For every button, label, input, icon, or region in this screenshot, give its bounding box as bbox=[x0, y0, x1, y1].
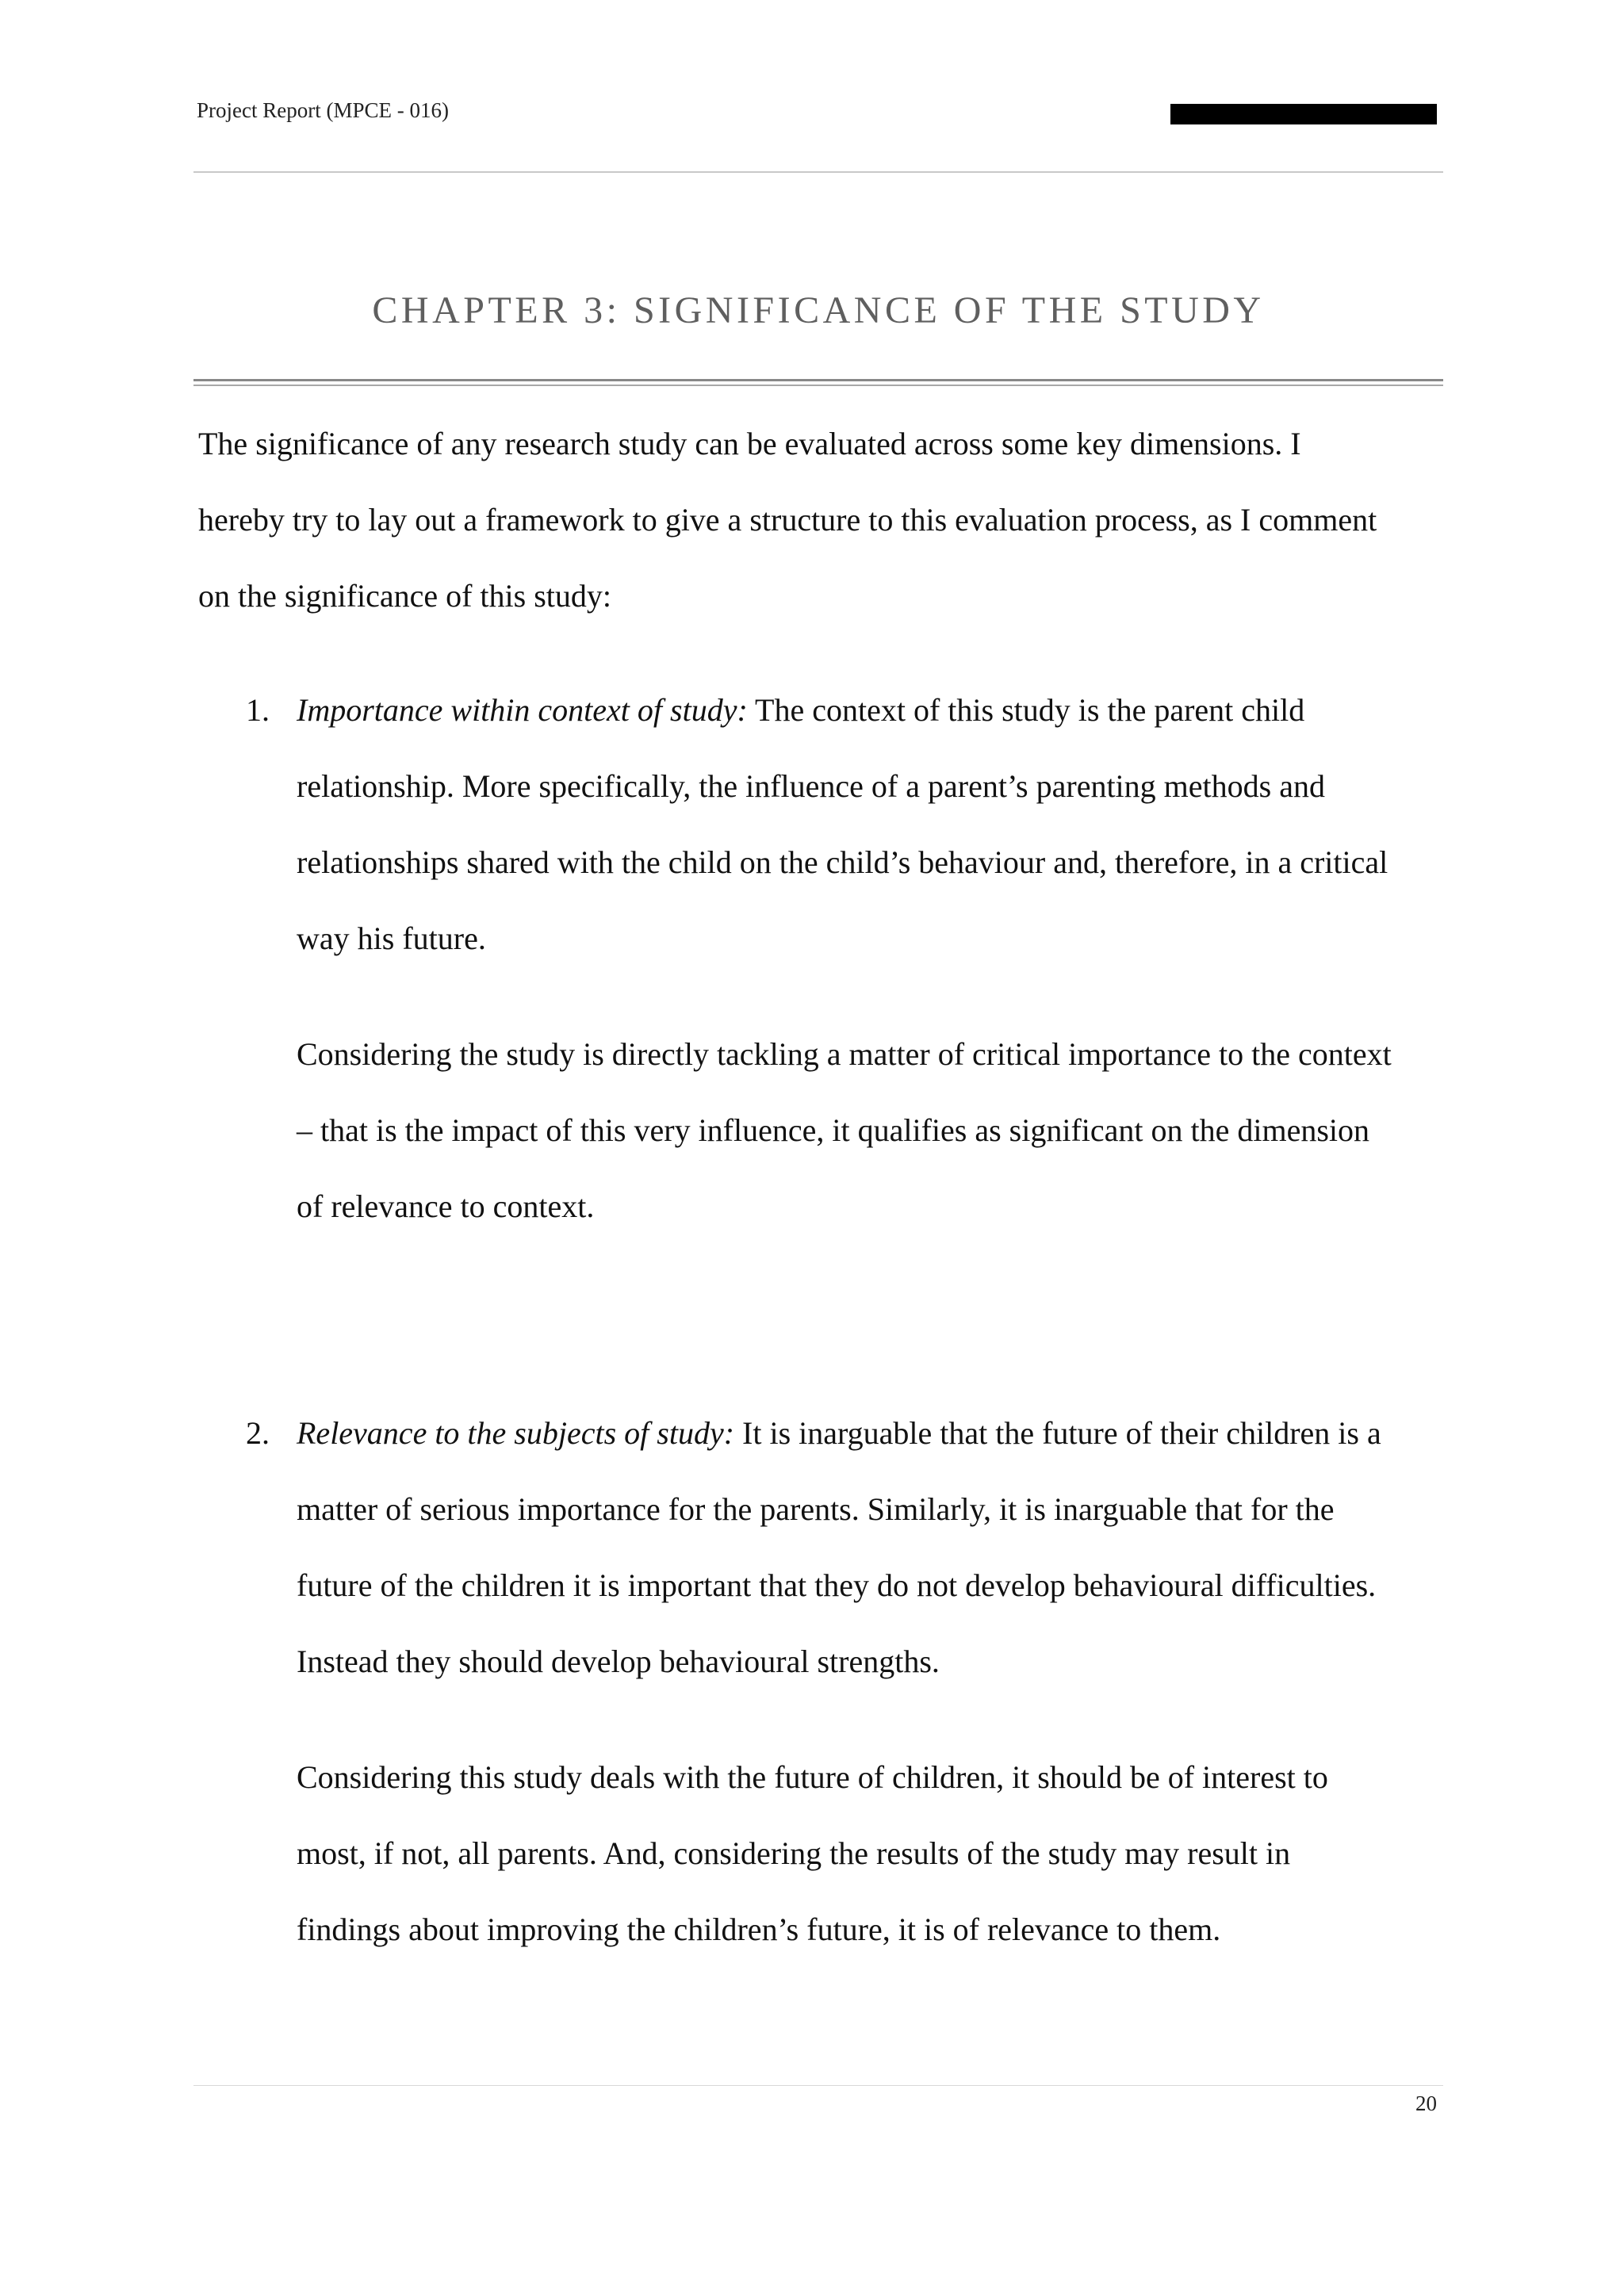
list-item-line: Considering the study is directly tackling a matter of critical importance to the context bbox=[297, 1036, 1392, 1072]
list-item-heading: Relevance to the subjects of study: bbox=[297, 1415, 735, 1451]
list-item-line: findings about improving the children’s future, it is of relevance to them. bbox=[297, 1911, 1221, 1947]
intro-line: The significance of any research study can be evaluated across some key dimensions. I bbox=[198, 426, 1301, 461]
list-item-line: relationship. More specifically, the influence of a parent’s parenting methods and bbox=[297, 768, 1325, 804]
list-item-line: relationships shared with the child on the child’s behaviour and, therefore, in a critical bbox=[297, 844, 1388, 880]
footer-divider bbox=[193, 2085, 1443, 2086]
list-item-line: future of the children it is important that they do not develop behavioural difficulties. bbox=[297, 1567, 1377, 1603]
running-header: Project Report (MPCE - 016) bbox=[197, 98, 449, 122]
list-item-text: It is inarguable that the future of their children is a bbox=[734, 1415, 1381, 1451]
list-item-number: 1. bbox=[246, 692, 270, 728]
intro-line: hereby try to lay out a framework to give a structure to this evaluation process, as I comment bbox=[198, 502, 1377, 538]
list-item-text: The context of this study is the parent child bbox=[747, 692, 1305, 728]
title-divider bbox=[193, 379, 1443, 386]
list-item-line: matter of serious importance for the parents. Similarly, it is inarguable that for the bbox=[297, 1491, 1335, 1527]
intro-line: on the significance of this study: bbox=[198, 578, 612, 614]
list-item-heading: Importance within context of study: bbox=[297, 692, 748, 728]
list-item-line: way his future. bbox=[297, 920, 486, 956]
list-item-line: Considering this study deals with the future of children, it should be of interest to bbox=[297, 1759, 1328, 1795]
list-item-first-line bbox=[297, 1414, 1381, 1452]
list-item-number: 2. bbox=[246, 1415, 270, 1451]
page-number: 20 bbox=[1415, 2091, 1437, 2115]
list-item-line: Instead they should develop behavioural strengths. bbox=[297, 1644, 940, 1679]
header-divider bbox=[193, 171, 1443, 173]
list-item-line: most, if not, all parents. And, considering the results of the study may result in bbox=[297, 1835, 1291, 1871]
redaction-bar bbox=[1170, 104, 1437, 124]
chapter-title: CHAPTER 3: SIGNIFICANCE OF THE STUDY bbox=[372, 289, 1265, 331]
list-item-line: – that is the impact of this very influence, it qualifies as significant on the dimension bbox=[297, 1112, 1370, 1148]
list-item-line: of relevance to context. bbox=[297, 1188, 595, 1224]
list-item-first-line bbox=[297, 691, 1304, 729]
